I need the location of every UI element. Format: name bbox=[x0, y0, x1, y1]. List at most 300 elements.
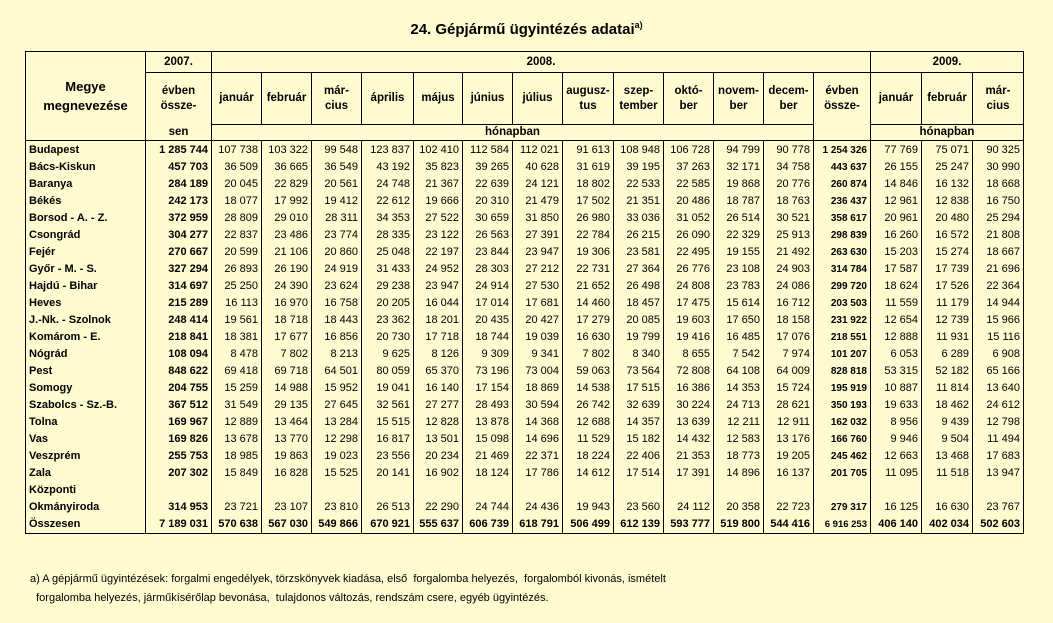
value-2008-month: 22 639 bbox=[463, 176, 513, 193]
value-2008-month: 17 391 bbox=[664, 465, 714, 482]
value-2008-month: 16 630 bbox=[563, 329, 614, 346]
value-2009-month: 9 504 bbox=[922, 431, 973, 448]
header-month-2008-12: decem- ber bbox=[764, 73, 814, 125]
county-name: Hajdú - Bihar bbox=[26, 278, 146, 295]
value-2008-month: 112 584 bbox=[463, 141, 513, 160]
table-row bbox=[26, 210, 1024, 227]
value-2008-month: 36 549 bbox=[312, 159, 362, 176]
header-evben-2007-tail: sen bbox=[146, 125, 212, 141]
value-2008-month: 30 521 bbox=[764, 210, 814, 227]
value-2008-month: 16 386 bbox=[664, 380, 714, 397]
value-2008-month: 73 564 bbox=[614, 363, 664, 380]
value-2008-month: 24 112 bbox=[664, 499, 714, 516]
value-2008-month: 13 284 bbox=[312, 414, 362, 431]
value-2008-month: 18 985 bbox=[212, 448, 262, 465]
value-2008-month: 20 205 bbox=[362, 295, 414, 312]
value-2008-month: 18 457 bbox=[614, 295, 664, 312]
county-name: Pest bbox=[26, 363, 146, 380]
value-2008-month: 27 522 bbox=[414, 210, 463, 227]
value-2009-month: 11 931 bbox=[922, 329, 973, 346]
county-name: Vas bbox=[26, 431, 146, 448]
value-2009-month: 18 462 bbox=[922, 397, 973, 414]
empty-cell bbox=[714, 482, 764, 499]
value-2008-month: 22 731 bbox=[563, 261, 614, 278]
value-2008-month: 13 639 bbox=[664, 414, 714, 431]
value-2008-month: 15 182 bbox=[614, 431, 664, 448]
value-2008-month: 24 808 bbox=[664, 278, 714, 295]
header-evben-2008: évben össze- bbox=[814, 73, 871, 125]
value-2008-month: 16 856 bbox=[312, 329, 362, 346]
page-title: 24. Gépjármű ügyintézés adatai$^{a)}$ bbox=[410, 20, 643, 38]
value-2007: 169 826 bbox=[146, 431, 212, 448]
value-2008-month: 21 652 bbox=[563, 278, 614, 295]
value-2007: 314 953 bbox=[146, 499, 212, 516]
header-month-2008-9: szep- tember bbox=[614, 73, 664, 125]
value-2008-month: 17 992 bbox=[262, 193, 312, 210]
value-2008-month: 31 433 bbox=[362, 261, 414, 278]
table-row bbox=[26, 516, 1024, 534]
header-month-2008-3: már- cius bbox=[312, 73, 362, 125]
value-2008-month: 18 124 bbox=[463, 465, 513, 482]
value-2008-month: 28 303 bbox=[463, 261, 513, 278]
value-2009-month: 15 274 bbox=[922, 244, 973, 261]
value-2009-month: 30 990 bbox=[973, 159, 1024, 176]
value-2007: 255 753 bbox=[146, 448, 212, 465]
value-2009-month: 12 961 bbox=[871, 193, 922, 210]
value-2008-month: 26 190 bbox=[262, 261, 312, 278]
value-2009-month: 75 071 bbox=[922, 141, 973, 160]
value-2009-month: 11 095 bbox=[871, 465, 922, 482]
value-2008-month: 23 783 bbox=[714, 278, 764, 295]
value-2009-month: 12 739 bbox=[922, 312, 973, 329]
empty-cell bbox=[312, 482, 362, 499]
empty-cell bbox=[922, 482, 973, 499]
empty-cell bbox=[973, 482, 1024, 499]
value-2008-month: 17 014 bbox=[463, 295, 513, 312]
value-2008-month: 19 416 bbox=[664, 329, 714, 346]
header-month-2008-8: augusz- tus bbox=[563, 73, 614, 125]
value-2008-month: 19 666 bbox=[414, 193, 463, 210]
value-2008-month: 30 594 bbox=[513, 397, 563, 414]
value-2008-month: 15 952 bbox=[312, 380, 362, 397]
empty-cell bbox=[212, 482, 262, 499]
value-2008-month: 22 723 bbox=[764, 499, 814, 516]
value-2008-month: 9 309 bbox=[463, 346, 513, 363]
value-2008-month: 22 585 bbox=[664, 176, 714, 193]
value-2008-month: 20 358 bbox=[714, 499, 764, 516]
header-blank-2008-total bbox=[814, 125, 871, 141]
value-2008-month: 13 464 bbox=[262, 414, 312, 431]
value-2008-month: 14 460 bbox=[563, 295, 614, 312]
value-2008-month: 20 085 bbox=[614, 312, 664, 329]
table-row bbox=[26, 465, 1024, 482]
value-2008-month: 99 548 bbox=[312, 141, 362, 160]
value-2008-month: 12 688 bbox=[563, 414, 614, 431]
value-2008-month: 28 311 bbox=[312, 210, 362, 227]
value-2008-month: 20 310 bbox=[463, 193, 513, 210]
value-2008-total: 203 503 bbox=[814, 295, 871, 312]
value-2008-month: 26 090 bbox=[664, 227, 714, 244]
value-2008-month: 22 406 bbox=[614, 448, 664, 465]
value-2008-month: 17 514 bbox=[614, 465, 664, 482]
value-2008-month: 65 370 bbox=[414, 363, 463, 380]
value-2008-month: 8 478 bbox=[212, 346, 262, 363]
value-2008-month: 27 391 bbox=[513, 227, 563, 244]
value-2008-month: 29 238 bbox=[362, 278, 414, 295]
value-2008-month: 33 036 bbox=[614, 210, 664, 227]
value-2007: 108 094 bbox=[146, 346, 212, 363]
value-2008-total: 260 874 bbox=[814, 176, 871, 193]
value-2008-month: 18 744 bbox=[463, 329, 513, 346]
value-2008-month: 570 638 bbox=[212, 516, 262, 534]
value-2008-month: 25 048 bbox=[362, 244, 414, 261]
value-2008-month: 24 390 bbox=[262, 278, 312, 295]
value-2008-month: 23 947 bbox=[513, 244, 563, 261]
value-2009-month: 12 838 bbox=[922, 193, 973, 210]
value-2009-month: 90 325 bbox=[973, 141, 1024, 160]
table-row bbox=[26, 295, 1024, 312]
value-2008-month: 18 443 bbox=[312, 312, 362, 329]
value-2007: 204 755 bbox=[146, 380, 212, 397]
value-2008-total: 236 437 bbox=[814, 193, 871, 210]
value-2008-month: 16 902 bbox=[414, 465, 463, 482]
value-2008-month: 23 556 bbox=[362, 448, 414, 465]
value-2008-month: 24 914 bbox=[463, 278, 513, 295]
header-month-2008-4: április bbox=[362, 73, 414, 125]
value-2008-month: 64 501 bbox=[312, 363, 362, 380]
value-2008-month: 64 009 bbox=[764, 363, 814, 380]
value-2008-total: 101 207 bbox=[814, 346, 871, 363]
value-2009-month: 52 182 bbox=[922, 363, 973, 380]
value-2008-month: 31 549 bbox=[212, 397, 262, 414]
empty-cell bbox=[614, 482, 664, 499]
value-2009-month: 10 887 bbox=[871, 380, 922, 397]
value-2008-month: 24 919 bbox=[312, 261, 362, 278]
value-2008-month: 24 744 bbox=[463, 499, 513, 516]
value-2009-month: 11 518 bbox=[922, 465, 973, 482]
table-row bbox=[26, 278, 1024, 295]
value-2008-month: 26 513 bbox=[362, 499, 414, 516]
value-2008-total: 263 630 bbox=[814, 244, 871, 261]
value-2008-month: 21 353 bbox=[664, 448, 714, 465]
value-2009-month: 11 494 bbox=[973, 431, 1024, 448]
value-2008-month: 80 059 bbox=[362, 363, 414, 380]
value-2008-month: 14 357 bbox=[614, 414, 664, 431]
table-row-kozponti-label bbox=[26, 482, 1024, 499]
value-2008-month: 16 828 bbox=[262, 465, 312, 482]
value-2008-month: 16 970 bbox=[262, 295, 312, 312]
value-2008-total: 218 551 bbox=[814, 329, 871, 346]
value-2008-month: 17 279 bbox=[563, 312, 614, 329]
value-2008-total: 350 193 bbox=[814, 397, 871, 414]
title-footnote-mark: a) bbox=[634, 20, 643, 30]
county-name: Bács-Kiskun bbox=[26, 159, 146, 176]
value-2008-month: 123 837 bbox=[362, 141, 414, 160]
value-2008-month: 15 515 bbox=[362, 414, 414, 431]
county-name: Győr - M. - S. bbox=[26, 261, 146, 278]
value-2008-month: 21 351 bbox=[614, 193, 664, 210]
value-2009-month: 14 846 bbox=[871, 176, 922, 193]
table-row bbox=[26, 499, 1024, 516]
value-2008-total: 279 317 bbox=[814, 499, 871, 516]
value-2008-month: 21 106 bbox=[262, 244, 312, 261]
value-2008-month: 22 197 bbox=[414, 244, 463, 261]
county-name: Veszprém bbox=[26, 448, 146, 465]
value-2008-month: 34 353 bbox=[362, 210, 414, 227]
value-2008-month: 19 155 bbox=[714, 244, 764, 261]
footnote-line-2: forgalomba helyezés, járműkísérőlap bevonása, tulajdonos változás, rendszám csere, egyéb ügyintézés. bbox=[30, 592, 549, 604]
value-2009-month: 18 668 bbox=[973, 176, 1024, 193]
header-month-2008-6: június bbox=[463, 73, 513, 125]
value-2008-month: 27 212 bbox=[513, 261, 563, 278]
value-2008-month: 15 098 bbox=[463, 431, 513, 448]
value-2009-month: 21 808 bbox=[973, 227, 1024, 244]
value-2009-month: 15 116 bbox=[973, 329, 1024, 346]
value-2008-month: 23 581 bbox=[614, 244, 664, 261]
value-2007: 169 967 bbox=[146, 414, 212, 431]
value-2009-month: 13 947 bbox=[973, 465, 1024, 482]
value-2008-month: 19 868 bbox=[714, 176, 764, 193]
value-2008-month: 12 911 bbox=[764, 414, 814, 431]
value-2009-month: 19 633 bbox=[871, 397, 922, 414]
header-year-2009: 2009. bbox=[871, 52, 1024, 73]
value-2008-month: 19 561 bbox=[212, 312, 262, 329]
value-2008-month: 107 738 bbox=[212, 141, 262, 160]
value-2008-month: 12 298 bbox=[312, 431, 362, 448]
value-2008-month: 35 823 bbox=[414, 159, 463, 176]
value-2008-month: 612 139 bbox=[614, 516, 664, 534]
value-2008-month: 11 529 bbox=[563, 431, 614, 448]
county-name: Tolna bbox=[26, 414, 146, 431]
value-2007: 314 697 bbox=[146, 278, 212, 295]
value-2007: 270 667 bbox=[146, 244, 212, 261]
value-2008-month: 17 076 bbox=[764, 329, 814, 346]
value-2008-month: 670 921 bbox=[362, 516, 414, 534]
value-2008-month: 14 432 bbox=[664, 431, 714, 448]
value-2008-month: 18 773 bbox=[714, 448, 764, 465]
value-2009-month: 17 683 bbox=[973, 448, 1024, 465]
value-2009-month: 11 814 bbox=[922, 380, 973, 397]
value-2009-month: 16 630 bbox=[922, 499, 973, 516]
table-row bbox=[26, 227, 1024, 244]
value-2008-total: 1 254 326 bbox=[814, 141, 871, 160]
value-2008-total: 299 720 bbox=[814, 278, 871, 295]
value-2008-month: 90 778 bbox=[764, 141, 814, 160]
value-2008-month: 28 335 bbox=[362, 227, 414, 244]
value-2008-month: 17 677 bbox=[262, 329, 312, 346]
value-2008-month: 25 913 bbox=[764, 227, 814, 244]
value-2009-month: 22 364 bbox=[973, 278, 1024, 295]
value-2009-month: 16 132 bbox=[922, 176, 973, 193]
table-row bbox=[26, 312, 1024, 329]
value-2009-month: 23 767 bbox=[973, 499, 1024, 516]
value-2009-month: 14 944 bbox=[973, 295, 1024, 312]
value-2008-month: 24 903 bbox=[764, 261, 814, 278]
value-2008-month: 20 486 bbox=[664, 193, 714, 210]
value-2008-month: 27 530 bbox=[513, 278, 563, 295]
county-name: Komárom - E. bbox=[26, 329, 146, 346]
value-2008-month: 20 045 bbox=[212, 176, 262, 193]
value-2007: 242 173 bbox=[146, 193, 212, 210]
footnote bbox=[30, 570, 666, 608]
value-2009-month: 16 125 bbox=[871, 499, 922, 516]
value-2008-month: 20 730 bbox=[362, 329, 414, 346]
value-2008-month: 69 718 bbox=[262, 363, 312, 380]
value-2008-month: 19 023 bbox=[312, 448, 362, 465]
value-2008-month: 24 436 bbox=[513, 499, 563, 516]
value-2008-month: 26 893 bbox=[212, 261, 262, 278]
value-2008-month: 18 381 bbox=[212, 329, 262, 346]
header-evben-2007: évben össze- bbox=[146, 73, 212, 125]
value-2007: 218 841 bbox=[146, 329, 212, 346]
value-2008-month: 13 678 bbox=[212, 431, 262, 448]
value-2007: 248 414 bbox=[146, 312, 212, 329]
value-2009-month: 17 526 bbox=[922, 278, 973, 295]
value-2009-month: 8 956 bbox=[871, 414, 922, 431]
value-2008-total: 162 032 bbox=[814, 414, 871, 431]
value-2008-month: 18 158 bbox=[764, 312, 814, 329]
value-2008-month: 28 621 bbox=[764, 397, 814, 414]
table-row bbox=[26, 380, 1024, 397]
value-2008-month: 29 010 bbox=[262, 210, 312, 227]
value-2009-month: 15 966 bbox=[973, 312, 1024, 329]
value-2009-month: 20 961 bbox=[871, 210, 922, 227]
value-2008-month: 16 137 bbox=[764, 465, 814, 482]
header-month-2009-1: január bbox=[871, 73, 922, 125]
value-2008-month: 16 044 bbox=[414, 295, 463, 312]
value-2008-month: 23 721 bbox=[212, 499, 262, 516]
county-name: Budapest bbox=[26, 141, 146, 160]
table-row bbox=[26, 397, 1024, 414]
value-2009-month: 65 166 bbox=[973, 363, 1024, 380]
table-row bbox=[26, 414, 1024, 431]
value-2009-month: 20 480 bbox=[922, 210, 973, 227]
value-2008-total: 166 760 bbox=[814, 431, 871, 448]
value-2008-month: 24 121 bbox=[513, 176, 563, 193]
value-2008-month: 19 603 bbox=[664, 312, 714, 329]
value-2008-month: 23 947 bbox=[414, 278, 463, 295]
value-2008-month: 9 625 bbox=[362, 346, 414, 363]
header-month-2008-2: február bbox=[262, 73, 312, 125]
value-2008-month: 20 860 bbox=[312, 244, 362, 261]
value-2008-month: 103 322 bbox=[262, 141, 312, 160]
empty-cell bbox=[764, 482, 814, 499]
value-2008-month: 22 533 bbox=[614, 176, 664, 193]
header-month-2008-10: októ- ber bbox=[664, 73, 714, 125]
value-2008-month: 17 154 bbox=[463, 380, 513, 397]
value-2009-month: 12 654 bbox=[871, 312, 922, 329]
value-2008-total: 443 637 bbox=[814, 159, 871, 176]
value-2008-month: 23 774 bbox=[312, 227, 362, 244]
value-2009-month: 77 769 bbox=[871, 141, 922, 160]
value-2008-month: 19 863 bbox=[262, 448, 312, 465]
value-2008-month: 64 108 bbox=[714, 363, 764, 380]
value-2008-month: 16 485 bbox=[714, 329, 764, 346]
table-row bbox=[26, 244, 1024, 261]
value-2008-month: 106 728 bbox=[664, 141, 714, 160]
county-name: Baranya bbox=[26, 176, 146, 193]
table-row bbox=[26, 431, 1024, 448]
value-2008-total: 231 922 bbox=[814, 312, 871, 329]
value-2008-month: 19 412 bbox=[312, 193, 362, 210]
value-2008-month: 23 560 bbox=[614, 499, 664, 516]
value-2008-month: 12 211 bbox=[714, 414, 764, 431]
value-2008-total: 358 617 bbox=[814, 210, 871, 227]
value-2008-month: 19 039 bbox=[513, 329, 563, 346]
value-2008-month: 23 486 bbox=[262, 227, 312, 244]
county-name: Zala bbox=[26, 465, 146, 482]
value-2008-month: 22 829 bbox=[262, 176, 312, 193]
header-month-2009-3: már- cius bbox=[973, 73, 1024, 125]
value-2008-month: 40 628 bbox=[513, 159, 563, 176]
value-2007: 304 277 bbox=[146, 227, 212, 244]
value-2008-month: 555 637 bbox=[414, 516, 463, 534]
value-2009-month: 17 739 bbox=[922, 261, 973, 278]
value-2008-total: 298 839 bbox=[814, 227, 871, 244]
value-2008-month: 37 263 bbox=[664, 159, 714, 176]
value-2008-month: 29 135 bbox=[262, 397, 312, 414]
value-2008-month: 14 696 bbox=[513, 431, 563, 448]
empty-cell bbox=[814, 482, 871, 499]
value-2008-month: 32 561 bbox=[362, 397, 414, 414]
value-2009-month: 53 315 bbox=[871, 363, 922, 380]
county-name: Csongrád bbox=[26, 227, 146, 244]
value-2008-total: 245 462 bbox=[814, 448, 871, 465]
table-row bbox=[26, 193, 1024, 210]
value-2008-month: 30 659 bbox=[463, 210, 513, 227]
value-2008-month: 32 639 bbox=[614, 397, 664, 414]
value-2008-month: 24 713 bbox=[714, 397, 764, 414]
value-2008-month: 8 655 bbox=[664, 346, 714, 363]
value-2008-month: 20 141 bbox=[362, 465, 414, 482]
value-2009-month: 18 667 bbox=[973, 244, 1024, 261]
table-row bbox=[26, 176, 1024, 193]
county-name: Nógrád bbox=[26, 346, 146, 363]
value-2008-month: 23 810 bbox=[312, 499, 362, 516]
value-2008-month: 22 612 bbox=[362, 193, 414, 210]
value-2008-month: 618 791 bbox=[513, 516, 563, 534]
value-2008-month: 15 724 bbox=[764, 380, 814, 397]
value-2008-month: 21 492 bbox=[764, 244, 814, 261]
value-2008-month: 16 113 bbox=[212, 295, 262, 312]
value-2008-month: 91 613 bbox=[563, 141, 614, 160]
value-2008-month: 506 499 bbox=[563, 516, 614, 534]
value-2008-month: 21 469 bbox=[463, 448, 513, 465]
header-month-2008-11: novem- ber bbox=[714, 73, 764, 125]
value-2007: 372 959 bbox=[146, 210, 212, 227]
value-2009-month: 12 798 bbox=[973, 414, 1024, 431]
value-2008-month: 16 817 bbox=[362, 431, 414, 448]
value-2008-month: 26 215 bbox=[614, 227, 664, 244]
value-2009-month: 406 140 bbox=[871, 516, 922, 534]
value-2008-month: 16 758 bbox=[312, 295, 362, 312]
value-2008-month: 7 974 bbox=[764, 346, 814, 363]
value-2008-month: 7 542 bbox=[714, 346, 764, 363]
empty-cell bbox=[262, 482, 312, 499]
value-2009-month: 6 053 bbox=[871, 346, 922, 363]
county-name: Összesen bbox=[26, 516, 146, 534]
value-2008-month: 17 650 bbox=[714, 312, 764, 329]
value-2008-month: 21 479 bbox=[513, 193, 563, 210]
value-2007: 207 302 bbox=[146, 465, 212, 482]
value-2008-month: 31 619 bbox=[563, 159, 614, 176]
value-2008-total: 195 919 bbox=[814, 380, 871, 397]
value-2008-month: 22 290 bbox=[414, 499, 463, 516]
county-name: Heves bbox=[26, 295, 146, 312]
value-2008-month: 12 828 bbox=[414, 414, 463, 431]
value-2008-total: 201 705 bbox=[814, 465, 871, 482]
value-2008-month: 14 988 bbox=[262, 380, 312, 397]
